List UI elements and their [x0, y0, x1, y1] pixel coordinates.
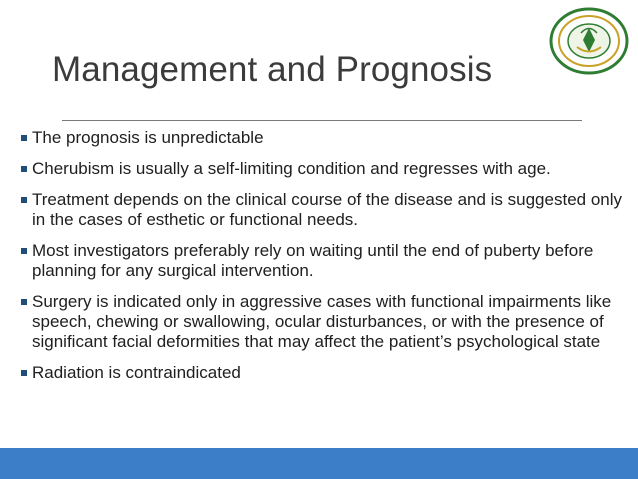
list-item-text: Most investigators preferably rely on waiting until the end of puberty before planning for any surgical intervention. [32, 241, 594, 280]
list-item [18, 363, 634, 383]
bullet-square-icon [21, 299, 27, 305]
list-item-text: Surgery is indicated only in aggressive cases with functional impairments like speech, chewing or swallowing, ocular disturbances, or with the presence of significant facial deformities that may affect the patient’s psychological state [32, 292, 612, 351]
list-item-text: The prognosis is unpredictable [32, 128, 264, 147]
list-item-text: Treatment depends on the clinical course of the disease and is suggested only in the cases of esthetic or functional needs. [32, 190, 623, 229]
list-item-text: Radiation is contraindicated [32, 363, 241, 382]
bullet-list [18, 128, 634, 394]
list-item [18, 190, 634, 230]
bullet-square-icon [21, 135, 27, 141]
bullet-square-icon [21, 197, 27, 203]
list-item [18, 241, 634, 281]
title-divider [62, 120, 582, 121]
list-item-text: Cherubism is usually a self-limiting condition and regresses with age. [32, 159, 551, 178]
page-title: Management and Prognosis [52, 50, 493, 89]
list-item [18, 292, 634, 352]
bullet-square-icon [21, 166, 27, 172]
bullet-square-icon [21, 248, 27, 254]
list-item [18, 159, 634, 179]
bullet-square-icon [21, 370, 27, 376]
list-item [18, 128, 634, 148]
university-seal-logo [548, 6, 630, 76]
footer-bar [0, 448, 638, 479]
